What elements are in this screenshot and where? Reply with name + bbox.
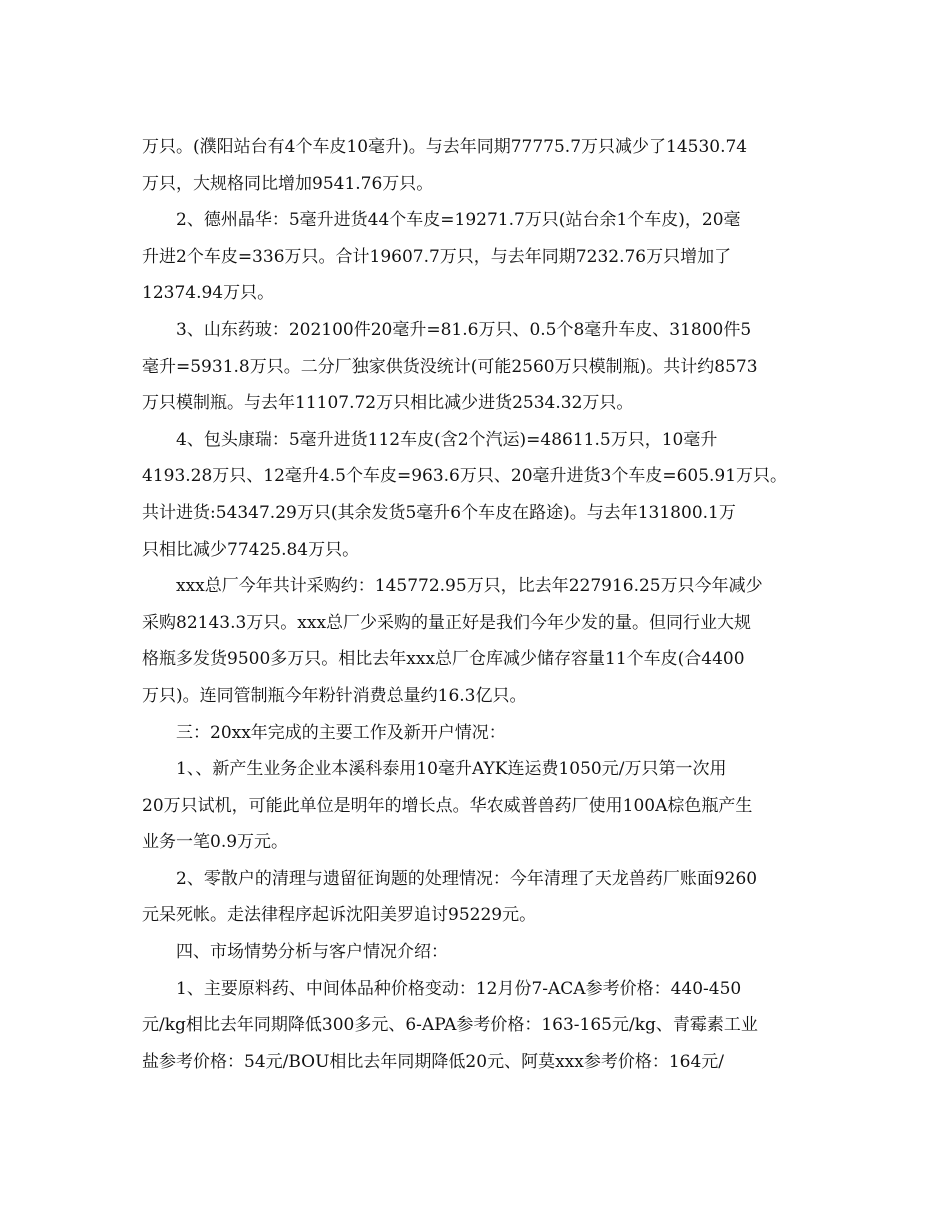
text-line: 4193.28万只、12毫升4.5个车皮=963.6万只、20毫升进货3个车皮=605.91万只。 [142, 466, 788, 487]
text-line: 万只。(濮阳站台有4个车皮10毫升)。与去年同期77775.7万只减少了14530.74 [142, 137, 748, 157]
text-line: 采购82143.3万只。xxx总厂少采购的量正好是我们今年少发的量。但同行业大规 [142, 612, 752, 633]
text-line: 只相比减少77425.84万只。 [142, 539, 360, 560]
text-line: 万只)。连同管制瓶今年粉针消费总量约16.3亿只。 [142, 685, 527, 706]
text-line: 三：20xx年完成的主要工作及新开户情况： [176, 722, 506, 743]
text-line: 万只模制瓶。与去年11107.72万只相比减少进货2534.32万只。 [142, 393, 634, 414]
document-body [142, 129, 822, 1080]
text-line: 万只，大规格同比增加9541.76万只。 [142, 173, 434, 194]
text-line: 2、零散户的清理与遗留征询题的处理情况：今年清理了天龙兽药厂账面9260 [176, 868, 758, 889]
text-line: 升进2个车皮=336万只。合计19607.7万只，与去年同期7232.76万只增加了 [142, 246, 732, 267]
text-line: 共计进货:54347.29万只(其余发货5毫升6个车皮在路途)。与去年131800.1万 [142, 502, 736, 523]
text-line: 20万只试机，可能此单位是明年的增长点。华农威普兽药厂使用100A棕色瓶产生 [142, 795, 753, 816]
text-line: 1、、新产生业务企业本溪科泰用10毫升AYK连运费1050元/万只第一次用 [176, 759, 727, 780]
text-line: 2、德州晶华：5毫升进货44个车皮=19271.7万只(站台余1个车皮)，20毫 [176, 210, 741, 231]
text-line: 3、山东药玻：202100件20毫升=81.6万只、0.5个8毫升车皮、31800件5 [176, 319, 752, 340]
text-line: 毫升=5931.8万只。二分厂独家供货没统计(可能2560万只模制瓶)。共计约8573 [142, 356, 758, 377]
text-line: 四、市场情势分析与客户情况介绍： [176, 942, 448, 963]
text-line: 盐参考价格：54元/BOU相比去年同期降低20元、阿莫xxx参考价格：164元/ [142, 1051, 724, 1072]
text-line: 业务一笔0.9万元。 [142, 832, 289, 853]
text-line: 1、主要原料药、中间体品种价格变动：12月份7-ACA参考价格：440-450 [176, 978, 742, 999]
text-line: xxx总厂今年共计采购约：145772.95万只，比去年227916.25万只今年减少 [176, 576, 763, 597]
text-line: 4、包头康瑞：5毫升进货112车皮(含2个汽运)=48611.5万只，10毫升 [176, 429, 718, 450]
text-line: 格瓶多发货9500多万只。相比去年xxx总厂仓库减少储存容量11个车皮(合4400 [142, 649, 745, 670]
text-line: 12374.94万只。 [142, 283, 275, 304]
text-line: 元/kg相比去年同期降低300多元、6-APA参考价格：163-165元/kg、青霉素工业 [142, 1015, 758, 1036]
text-line: 元呆死帐。走法律程序起诉沈阳美罗追讨95229元。 [142, 905, 537, 926]
